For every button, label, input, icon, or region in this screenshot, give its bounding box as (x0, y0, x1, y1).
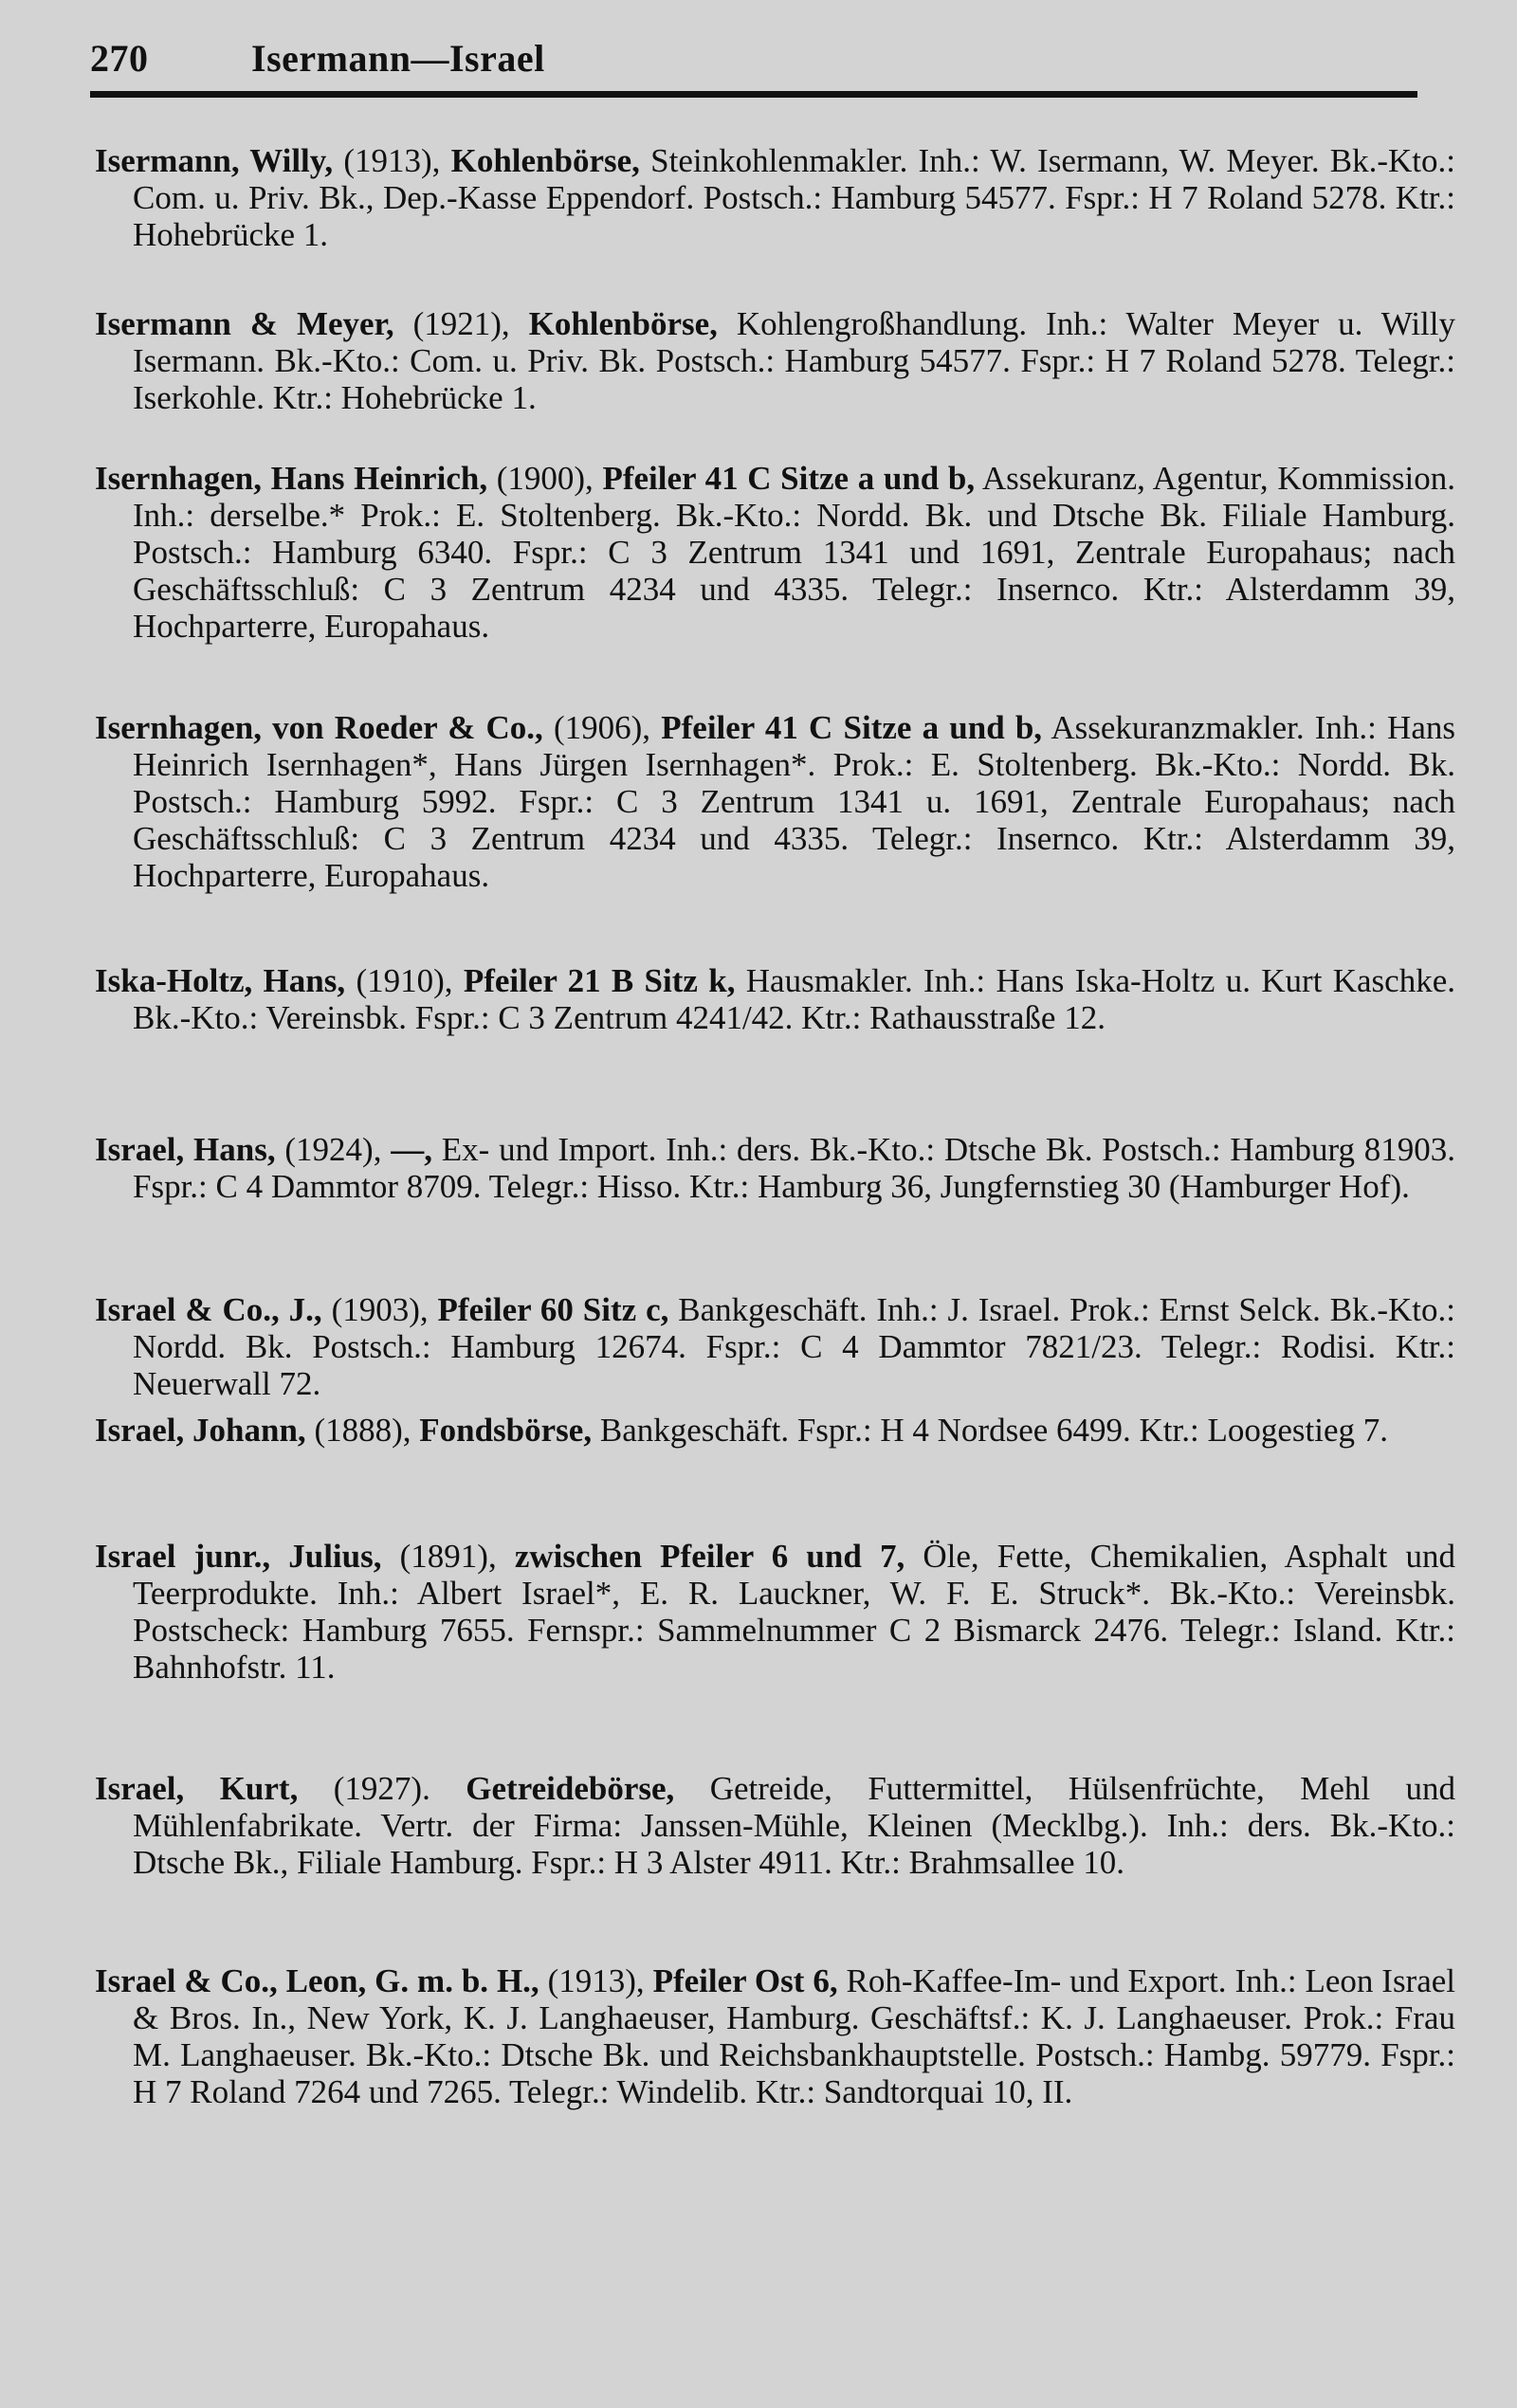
entry-location: Pfeiler 60 Sitz c, (437, 1291, 669, 1328)
entry-name: Israel & Co., Leon, G. m. b. H., (95, 1962, 539, 1999)
entry-text: Ex- und Import. Inh.: ders. Bk.-Kto.: Dtsche Bk. Postsch.: Hamburg 81903. Fspr.: C 4 Dammtor 8709. Telegr.: Hisso. Ktr.: Hamburg 36, Jungfernstieg 30 (Hamburger Hof). (133, 1131, 1456, 1205)
entry-year: (1924), (284, 1131, 382, 1168)
entry-text: Assekuranzmakler. Inh.: Hans Heinrich Isernhagen*, Hans Jürgen Isernhagen*. Prok.: E. Stoltenberg. Bk.-Kto.: Nordd. Bk. Postsch.: Hamburg 5992. Fspr.: C 3 Zentrum 1341 u. 1691, Zentrale Europahaus; nach Geschäftsschluß: C 3 Zentrum 4234 und 4335. Telegr.: Insernco. Ktr.: Alsterdamm 39, Hochparterre, Europahaus. (133, 709, 1455, 894)
entry-year: (1921), (412, 305, 510, 342)
directory-entry (95, 1962, 1455, 2110)
header-rule (90, 91, 1417, 98)
entry-name: Israel junr., Julius, (95, 1538, 382, 1575)
running-title: Isermann—Israel (251, 37, 545, 80)
entry-location: Pfeiler 21 B Sitz k, (463, 962, 736, 999)
entry-text: Getreide, Futtermittel, Hülsenfrüchte, Mehl und Mühlenfabrikate. Vertr. der Firma: Janssen-Mühle, Kleinen (Mecklbg.). Inh.: ders. Bk.-Kto.: Dtsche Bk., Filiale Hamburg. Fspr.: H 3 Alster 4911. Ktr.: Brahmsallee 10. (133, 1770, 1456, 1881)
directory-entry (95, 1291, 1455, 1402)
entry-name: Israel, Kurt, (95, 1770, 299, 1807)
entry-year: (1891), (399, 1538, 497, 1575)
entry-location: Kohlenbörse, (450, 142, 640, 179)
entry-text: Öle, Fette, Chemikalien, Asphalt und Teerprodukte. Inh.: Albert Israel*, E. R. Lauckner, W. F. E. Struck*. Bk.-Kto.: Vereinsbk. Postscheck: Hamburg 7655. Fernspr.: Sammelnummer C 2 Bismarck 2476. Telegr.: Island. Ktr.: Bahnhofstr. 11. (133, 1538, 1456, 1686)
directory-entry (95, 709, 1455, 894)
entry-text: Kohlengroßhandlung. Inh.: Walter Meyer u. Willy Isermann. Bk.-Kto.: Com. u. Priv. Bk. Postsch.: Hamburg 54577. Fspr.: H 7 Roland 5278. Telegr.: Iserkohle. Ktr.: Hohebrücke 1. (133, 305, 1456, 416)
entry-text: Hausmakler. Inh.: Hans Iska-Holtz u. Kurt Kaschke. Bk.-Kto.: Vereinsbk. Fspr.: C 3 Zentrum 4241/42. Ktr.: Rathausstraße 12. (133, 962, 1455, 1036)
entry-text: Bankgeschäft. Inh.: J. Israel. Prok.: Ernst Selck. Bk.-Kto.: Nordd. Bk. Postsch.: Hamburg 12674. Fspr.: C 4 Dammtor 7821/23. Telegr.: Rodisi. Ktr.: Neuerwall 72. (133, 1291, 1456, 1402)
directory-entry (95, 1131, 1455, 1205)
entry-location: —, (391, 1131, 432, 1168)
entry-location: zwischen Pfeiler 6 und 7, (514, 1538, 905, 1575)
entry-location: Getreidebörse, (466, 1770, 675, 1807)
entry-text: Bankgeschäft. Fspr.: H 4 Nordsee 6499. Ktr.: Loogestieg 7. (599, 1412, 1388, 1449)
directory-entry (95, 142, 1455, 253)
running-head (90, 36, 1417, 83)
entry-name: Isernhagen, von Roeder & Co., (95, 709, 543, 746)
entry-name: Israel, Johann, (95, 1412, 306, 1449)
entry-name: Israel & Co., J., (95, 1291, 322, 1328)
entry-location: Pfeiler Ost 6, (652, 1962, 838, 1999)
directory-entry (95, 460, 1455, 645)
entry-location: Pfeiler 41 C Sitze a und b, (602, 460, 976, 497)
entry-name: Isernhagen, Hans Heinrich, (95, 460, 488, 497)
entry-text: Steinkohlenmakler. Inh.: W. Isermann, W. Meyer. Bk.-Kto.: Com. u. Priv. Bk., Dep.-Kasse Eppendorf. Postsch.: Hamburg 54577. Fspr.: H 7 Roland 5278. Ktr.: Hohebrücke 1. (133, 142, 1456, 253)
entry-year: (1888), (314, 1412, 411, 1449)
directory-entry (95, 1538, 1455, 1686)
entry-year: (1927). (333, 1770, 430, 1807)
entry-location: Pfeiler 41 C Sitze a und b, (661, 709, 1043, 746)
entry-year: (1913), (343, 142, 441, 179)
page-number: 270 (90, 37, 149, 80)
directory-entry (95, 1412, 1455, 1449)
entry-name: Iska-Holtz, Hans, (95, 962, 346, 999)
directory-entry (95, 305, 1455, 416)
entry-name: Israel, Hans, (95, 1131, 276, 1168)
entry-year: (1913), (547, 1962, 645, 1999)
entry-name: Isermann, Willy, (95, 142, 334, 179)
entry-location: Fondsbörse, (419, 1412, 593, 1449)
entry-text: Roh-Kaffee-Im- und Export. Inh.: Leon Israel & Bros. In., New York, K. J. Langhaeuser, Hamburg. Geschäftsf.: K. J. Langhaeuser. Prok.: Frau M. Langhaeuser. Bk.-Kto.: Dtsche Bk. und Reichsbankhauptstelle. Postsch.: Hambg. 59779. Fspr.: H 7 Roland 7264 und 7265. Telegr.: Windelib. Ktr.: Sandtorquai 10, II. (133, 1962, 1456, 2110)
entry-year: (1900), (496, 460, 594, 497)
entry-year: (1906), (554, 709, 651, 746)
directory-entry (95, 962, 1455, 1036)
entry-text: Assekuranz, Agentur, Kommission. Inh.: derselbe.* Prok.: E. Stoltenberg. Bk.-Kto.: Nordd. Bk. und Dtsche Bk. Filiale Hamburg. Postsch.: Hamburg 6340. Fspr.: C 3 Zentrum 1341 und 1691, Zentrale Europahaus; nach Geschäftsschluß: C 3 Zentrum 4234 und 4335. Telegr.: Insernco. Ktr.: Alsterdamm 39, Hochparterre, Europahaus. (133, 460, 1455, 645)
entry-location: Kohlenbörse, (528, 305, 718, 342)
directory-entry (95, 1770, 1455, 1881)
entry-year: (1910), (356, 962, 453, 999)
entry-year: (1903), (331, 1291, 429, 1328)
entry-name: Isermann & Meyer, (95, 305, 394, 342)
